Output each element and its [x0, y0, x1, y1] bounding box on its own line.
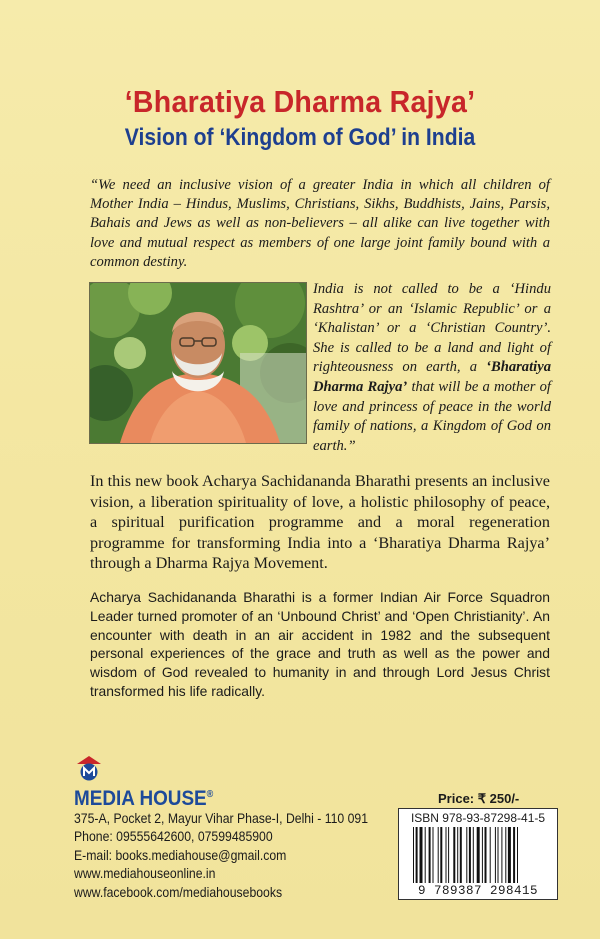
publisher-website: www.mediahouseonline.in	[74, 866, 216, 882]
quote-india-vision	[313, 280, 551, 456]
book-subtitle: Vision of ‘Kingdom of God’ in India	[124, 124, 476, 151]
registered-mark: ®	[206, 789, 214, 800]
publisher-name-text: MEDIA HOUSE	[74, 787, 207, 810]
publisher-contact	[74, 810, 368, 902]
author-photo	[89, 282, 307, 444]
publisher-facebook: www.facebook.com/mediahousebooks	[74, 884, 283, 900]
quote-side-part2: that will be a mother of love and princess of peace in the world family of nations, a Kingdom of God on earth.”	[313, 378, 551, 454]
publisher-email: E-mail: books.mediahouse@gmail.com	[74, 847, 287, 863]
author-portrait-image	[90, 283, 306, 443]
quote-side-part1: India is not called to be a ‘Hindu Rashtra’ or an ‘Islamic Republic’ or a ‘Khalistan’ or a ‘Christian Country’. She is called to be a land and light of righteousness on earth, a	[313, 281, 551, 376]
publisher-phone: Phone: 09555642600, 07599485900	[74, 829, 273, 845]
isbn-number: ISBN 978-93-87298-41-5	[410, 811, 546, 825]
quote-intro: “We need an inclusive vision of a greater India in which all children of Mother India – Hindus, Muslims, Christians, Sikhs, Buddhists, Jains, Parsis, Bahais and Jews as well as non-believers – all alike can live together with love and mutual respect as members of one large joint family bound with a common destiny.	[90, 177, 550, 270]
author-bio: Acharya Sachidananda Bharathi is a former Indian Air Force Squadron Leader turned promoter of an ‘Unbound Christ’ and ‘Open Christianity’. An encounter with death in an air accident in 1982 and the subsequent personal experiences of the grace and truth as well as the power and wisdom of God revealed to humanity in and through Lord Jesus Christ transformed his life radically.	[90, 589, 550, 699]
book-title: ‘Bharatiya Dharma Rajya’	[124, 84, 476, 119]
publisher-name	[74, 787, 213, 811]
barcode-box	[398, 808, 558, 900]
publisher-address: 375-A, Pocket 2, Mayur Vihar Phase-I, Delhi - 110 091	[74, 811, 369, 826]
barcode-graphic	[413, 827, 551, 883]
quote-side-bold: ‘Bharatiya Dharma Rajya’	[313, 359, 551, 395]
book-description: In this new book Acharya Sachidananda Bharathi presents an inclusive vision, a liberation spirituality of love, a holistic philosophy of peace, a spiritual purification programme and a moral regeneration programme for transforming India into a ‘Bharatiya Dharma Rajya’ through a Dharma Rajya Movement.	[90, 472, 550, 573]
media-house-logo-icon	[76, 755, 102, 781]
barcode-digits: 9 789387 298415	[417, 884, 539, 898]
price-label: Price: ₹ 250/-	[438, 791, 520, 806]
